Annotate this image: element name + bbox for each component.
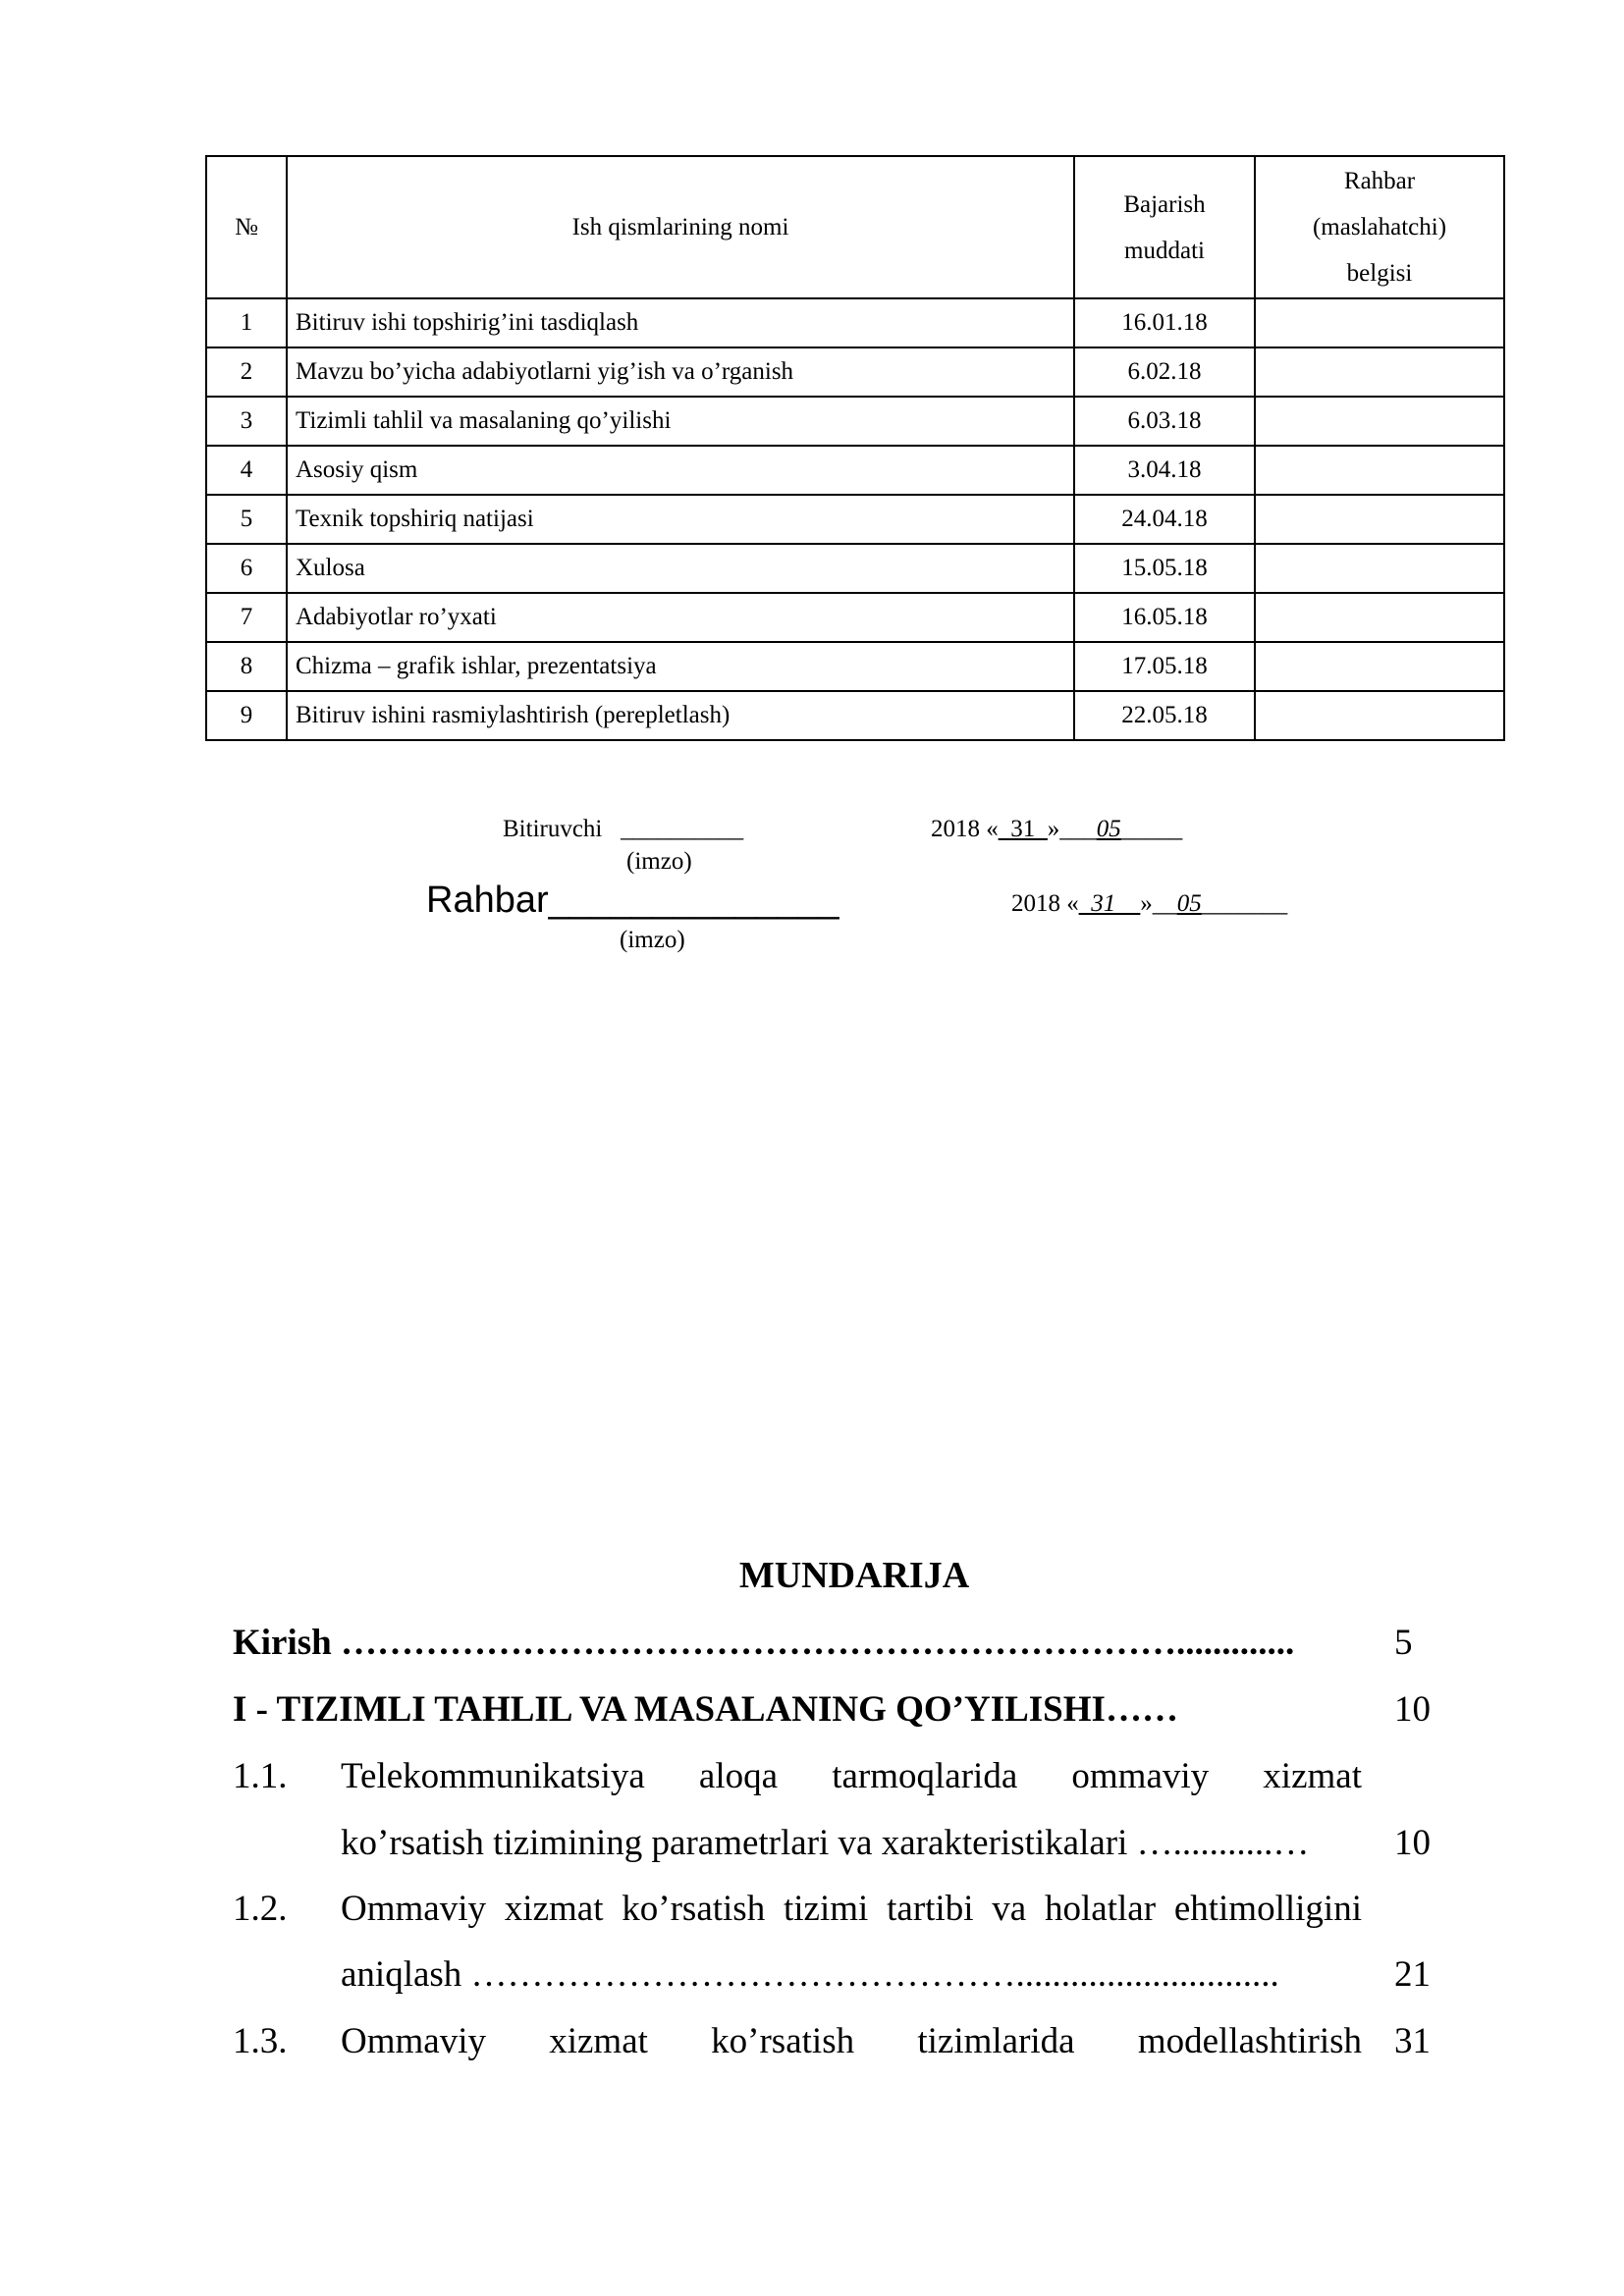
graduate-date-tail: _____: [1120, 816, 1183, 842]
row-num: 8: [206, 642, 287, 691]
table-row: [206, 347, 1504, 397]
toc-page-intro: 5: [1394, 1623, 1413, 1663]
toc-page-chapter1: 10: [1394, 1689, 1431, 1730]
table-row: [206, 593, 1504, 642]
supervisor-date-mid: »__: [1140, 890, 1177, 917]
toc-title: MUNDARIJA: [738, 1555, 970, 1596]
graduate-signature: [503, 816, 743, 843]
row-name: Asosiy qism: [287, 446, 1074, 495]
toc-entry-1-1-line2: ko’rsatish tizimining parametrlari va xarakteristikalari …...........…: [341, 1823, 1310, 1863]
table-row: [206, 544, 1504, 593]
table-row: [206, 691, 1504, 740]
header-deadline-line1: Bajarish: [1123, 190, 1206, 218]
row-signature-cell: [1255, 642, 1504, 691]
row-date: 15.05.18: [1074, 544, 1255, 593]
supervisor-label: Rahbar: [426, 880, 549, 921]
row-num: 6: [206, 544, 287, 593]
header-deadline: [1074, 156, 1255, 298]
row-num: 1: [206, 298, 287, 347]
header-deadline-line2: muddati: [1124, 237, 1205, 264]
row-name: Bitiruv ishi topshirig’ini tasdiqlash: [287, 298, 1074, 347]
toc-entry-1-1-line1: Telekommunikatsiya aloqa tarmoqlarida ommaviy xizmat: [341, 1756, 1362, 1796]
row-date: 16.05.18: [1074, 593, 1255, 642]
row-name: Tizimli tahlil va masalaning qo’yilishi: [287, 397, 1074, 446]
supervisor-date-tail: _______: [1201, 890, 1288, 917]
table-row: [206, 298, 1504, 347]
graduate-signature-line: __________: [621, 816, 744, 842]
graduate-month: 05: [1096, 816, 1121, 842]
row-name: Adabiyotlar ro’yxati: [287, 593, 1074, 642]
toc-entry-1-2-line1: Ommaviy xizmat ko’rsatish tizimi tartibi va holatlar ehtimolligini: [341, 1889, 1362, 1929]
schedule-table: [205, 155, 1505, 741]
header-supervisor-line3: belgisi: [1346, 260, 1413, 287]
graduate-label: Bitiruvchi: [503, 816, 603, 842]
toc-page-1-3: 31: [1394, 2021, 1431, 2061]
graduate-caption: (imzo): [626, 848, 692, 875]
row-num: 5: [206, 495, 287, 544]
graduate-date-mid: »___: [1047, 816, 1097, 842]
schedule-header-row: [206, 156, 1504, 298]
toc-num-1-1: 1.1.: [233, 1756, 288, 1796]
row-name: Chizma – grafik ishlar, prezentatsiya: [287, 642, 1074, 691]
table-row: [206, 397, 1504, 446]
row-date: 16.01.18: [1074, 298, 1255, 347]
row-date: 22.05.18: [1074, 691, 1255, 740]
row-signature-cell: [1255, 495, 1504, 544]
row-num: 2: [206, 347, 287, 397]
row-signature-cell: [1255, 298, 1504, 347]
table-row: [206, 495, 1504, 544]
toc-page-1-2: 21: [1394, 1954, 1431, 1995]
row-signature-cell: [1255, 397, 1504, 446]
row-date: 17.05.18: [1074, 642, 1255, 691]
row-date: 24.04.18: [1074, 495, 1255, 544]
row-date: 6.03.18: [1074, 397, 1255, 446]
row-date: 3.04.18: [1074, 446, 1255, 495]
header-name: Ish qismlarining nomi: [287, 156, 1074, 298]
toc-entry-chapter1: I - TIZIMLI TAHLIL VA MASALANING QO’YILISHI……: [233, 1689, 1178, 1730]
row-num: 4: [206, 446, 287, 495]
supervisor-caption: (imzo): [620, 927, 685, 953]
toc-num-1-2: 1.2.: [233, 1889, 288, 1929]
row-signature-cell: [1255, 544, 1504, 593]
row-signature-cell: [1255, 593, 1504, 642]
graduate-date: [931, 816, 1182, 843]
row-signature-cell: [1255, 691, 1504, 740]
row-date: 6.02.18: [1074, 347, 1255, 397]
toc-entry-intro: Kirish …………………………………………………………….............: [233, 1623, 1295, 1663]
row-num: 7: [206, 593, 287, 642]
graduate-day: _31_: [998, 816, 1048, 842]
graduate-date-prefix: 2018 «: [931, 816, 999, 842]
row-num: 9: [206, 691, 287, 740]
table-row: [206, 642, 1504, 691]
toc-entry-1-2-line2: aniqlash ……………………………………….............................: [341, 1954, 1279, 1995]
row-name: Texnik topshiriq natijasi: [287, 495, 1074, 544]
table-row: [206, 446, 1504, 495]
row-name: Mavzu bo’yicha adabiyotlarni yig’ish va o’rganish: [287, 347, 1074, 397]
supervisor-signature-line: ______________: [548, 880, 839, 921]
row-signature-cell: [1255, 446, 1504, 495]
header-num: №: [206, 156, 287, 298]
header-supervisor-line1: Rahbar: [1343, 168, 1416, 194]
row-num: 3: [206, 397, 287, 446]
supervisor-day: _31__: [1078, 890, 1141, 917]
supervisor-date: [1011, 890, 1287, 918]
header-supervisor-line2: (maslahatchi): [1312, 214, 1447, 240]
row-name: Xulosa: [287, 544, 1074, 593]
row-name: Bitiruv ishini rasmiylashtirish (perepletlash): [287, 691, 1074, 740]
toc-entry-1-3-line1: Ommaviy xizmat ko’rsatish tizimlarida modellashtirish: [341, 2021, 1362, 2061]
row-signature-cell: [1255, 347, 1504, 397]
toc-page-1-1: 10: [1394, 1823, 1431, 1863]
toc-num-1-3: 1.3.: [233, 2021, 288, 2061]
supervisor-month: 05: [1176, 890, 1202, 917]
supervisor-date-prefix: 2018 «: [1011, 890, 1079, 917]
header-supervisor: [1255, 156, 1504, 298]
supervisor-signature: [426, 880, 839, 922]
